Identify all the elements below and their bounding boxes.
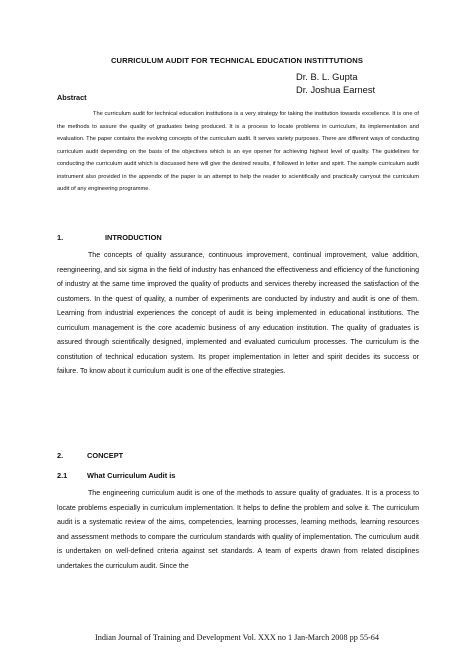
subsection-heading-what-is bbox=[57, 471, 175, 480]
section-number: 1. bbox=[57, 233, 64, 242]
author-name: Dr. Joshua Earnest bbox=[296, 85, 376, 95]
abstract-body bbox=[57, 108, 419, 196]
section-heading-concept bbox=[57, 451, 123, 460]
paper-title: CURRICULUM AUDIT FOR TECHNICAL EDUCATION INSTITTUTIONS bbox=[110, 56, 364, 65]
section-number: 2. bbox=[57, 451, 64, 460]
author-block bbox=[296, 71, 375, 97]
introduction-paragraph: The concepts of quality assurance, continuous improvement, continual improvement, value addition, reengineering, and six sigma in the field of industry has enhanced the effectiveness and efficiency of the functioning of industry at the same time improved the quality of products and services thereby increased the satisfaction of the customers. In the quest of quality, a number of experiments are conducted by industry and audit is one of them. Learning from industrial experiences the concept of audit is being implemented in educational institutions. The curriculum management is the core academic business of any education institution. The quality of graduates is assured through scientifically designed, implemented and evaluated curriculum processes. The curriculum is the constitution of technical education system. Its proper implementation in letter and spirit decides its success or failure. To know about it curriculum audit is one of the effective strategies. bbox=[57, 252, 419, 375]
concept-paragraph: The engineering curriculum audit is one of the methods to assure quality of graduates. It is a process to locate problems especially in curriculum implementation. It helps to define the problem and solve it. The curriculum audit is a systematic review of the aims, competencies, learning processes, learning methods, learning resources and assessment methods to compare the curriculum standards with quality of implementation. The curriculum audit is undertaken on well-defined criteria against set standards. A team of experts drawn from related disciplines undertakes the curriculum audit. Since the bbox=[57, 490, 419, 570]
author-name: Dr. B. L. Gupta bbox=[296, 72, 358, 82]
journal-footer: Indian Journal of Training and Development Vol. XXX no 1 Jan-March 2008 pp 55-64 bbox=[95, 633, 379, 642]
section-title: What Curriculum Audit is bbox=[87, 471, 176, 480]
section-title: CONCEPT bbox=[87, 451, 124, 460]
abstract-paragraph: The curriculum audit for technical education institutions is a very strategy for taking the institution towards excellence. It is one of the methods to assure the quality of graduates being produced. It is a process to locate problems in curriculum, its implementation and evaluation. The paper contains the evolving concepts of the curriculum audit. It serves variety purposes. There are different ways of conducting curriculum audit depending on the basis of the objectives which is an eye opener for achieving highest level of quality. The guidelines for conducting the curriculum audit which is discussed here will give the desired results, if followed in letter and spirit. The sample curriculum audit instrument also provided in the appendix of the paper is an attempt to help the reader to scientifically and practically carryout the curriculum audit of any engineering programme. bbox=[57, 111, 419, 192]
section-heading-introduction bbox=[57, 233, 162, 242]
section-number: 2.1 bbox=[57, 471, 68, 480]
section-title: INTRODUCTION bbox=[105, 233, 162, 242]
abstract-heading: Abstract bbox=[57, 93, 87, 102]
